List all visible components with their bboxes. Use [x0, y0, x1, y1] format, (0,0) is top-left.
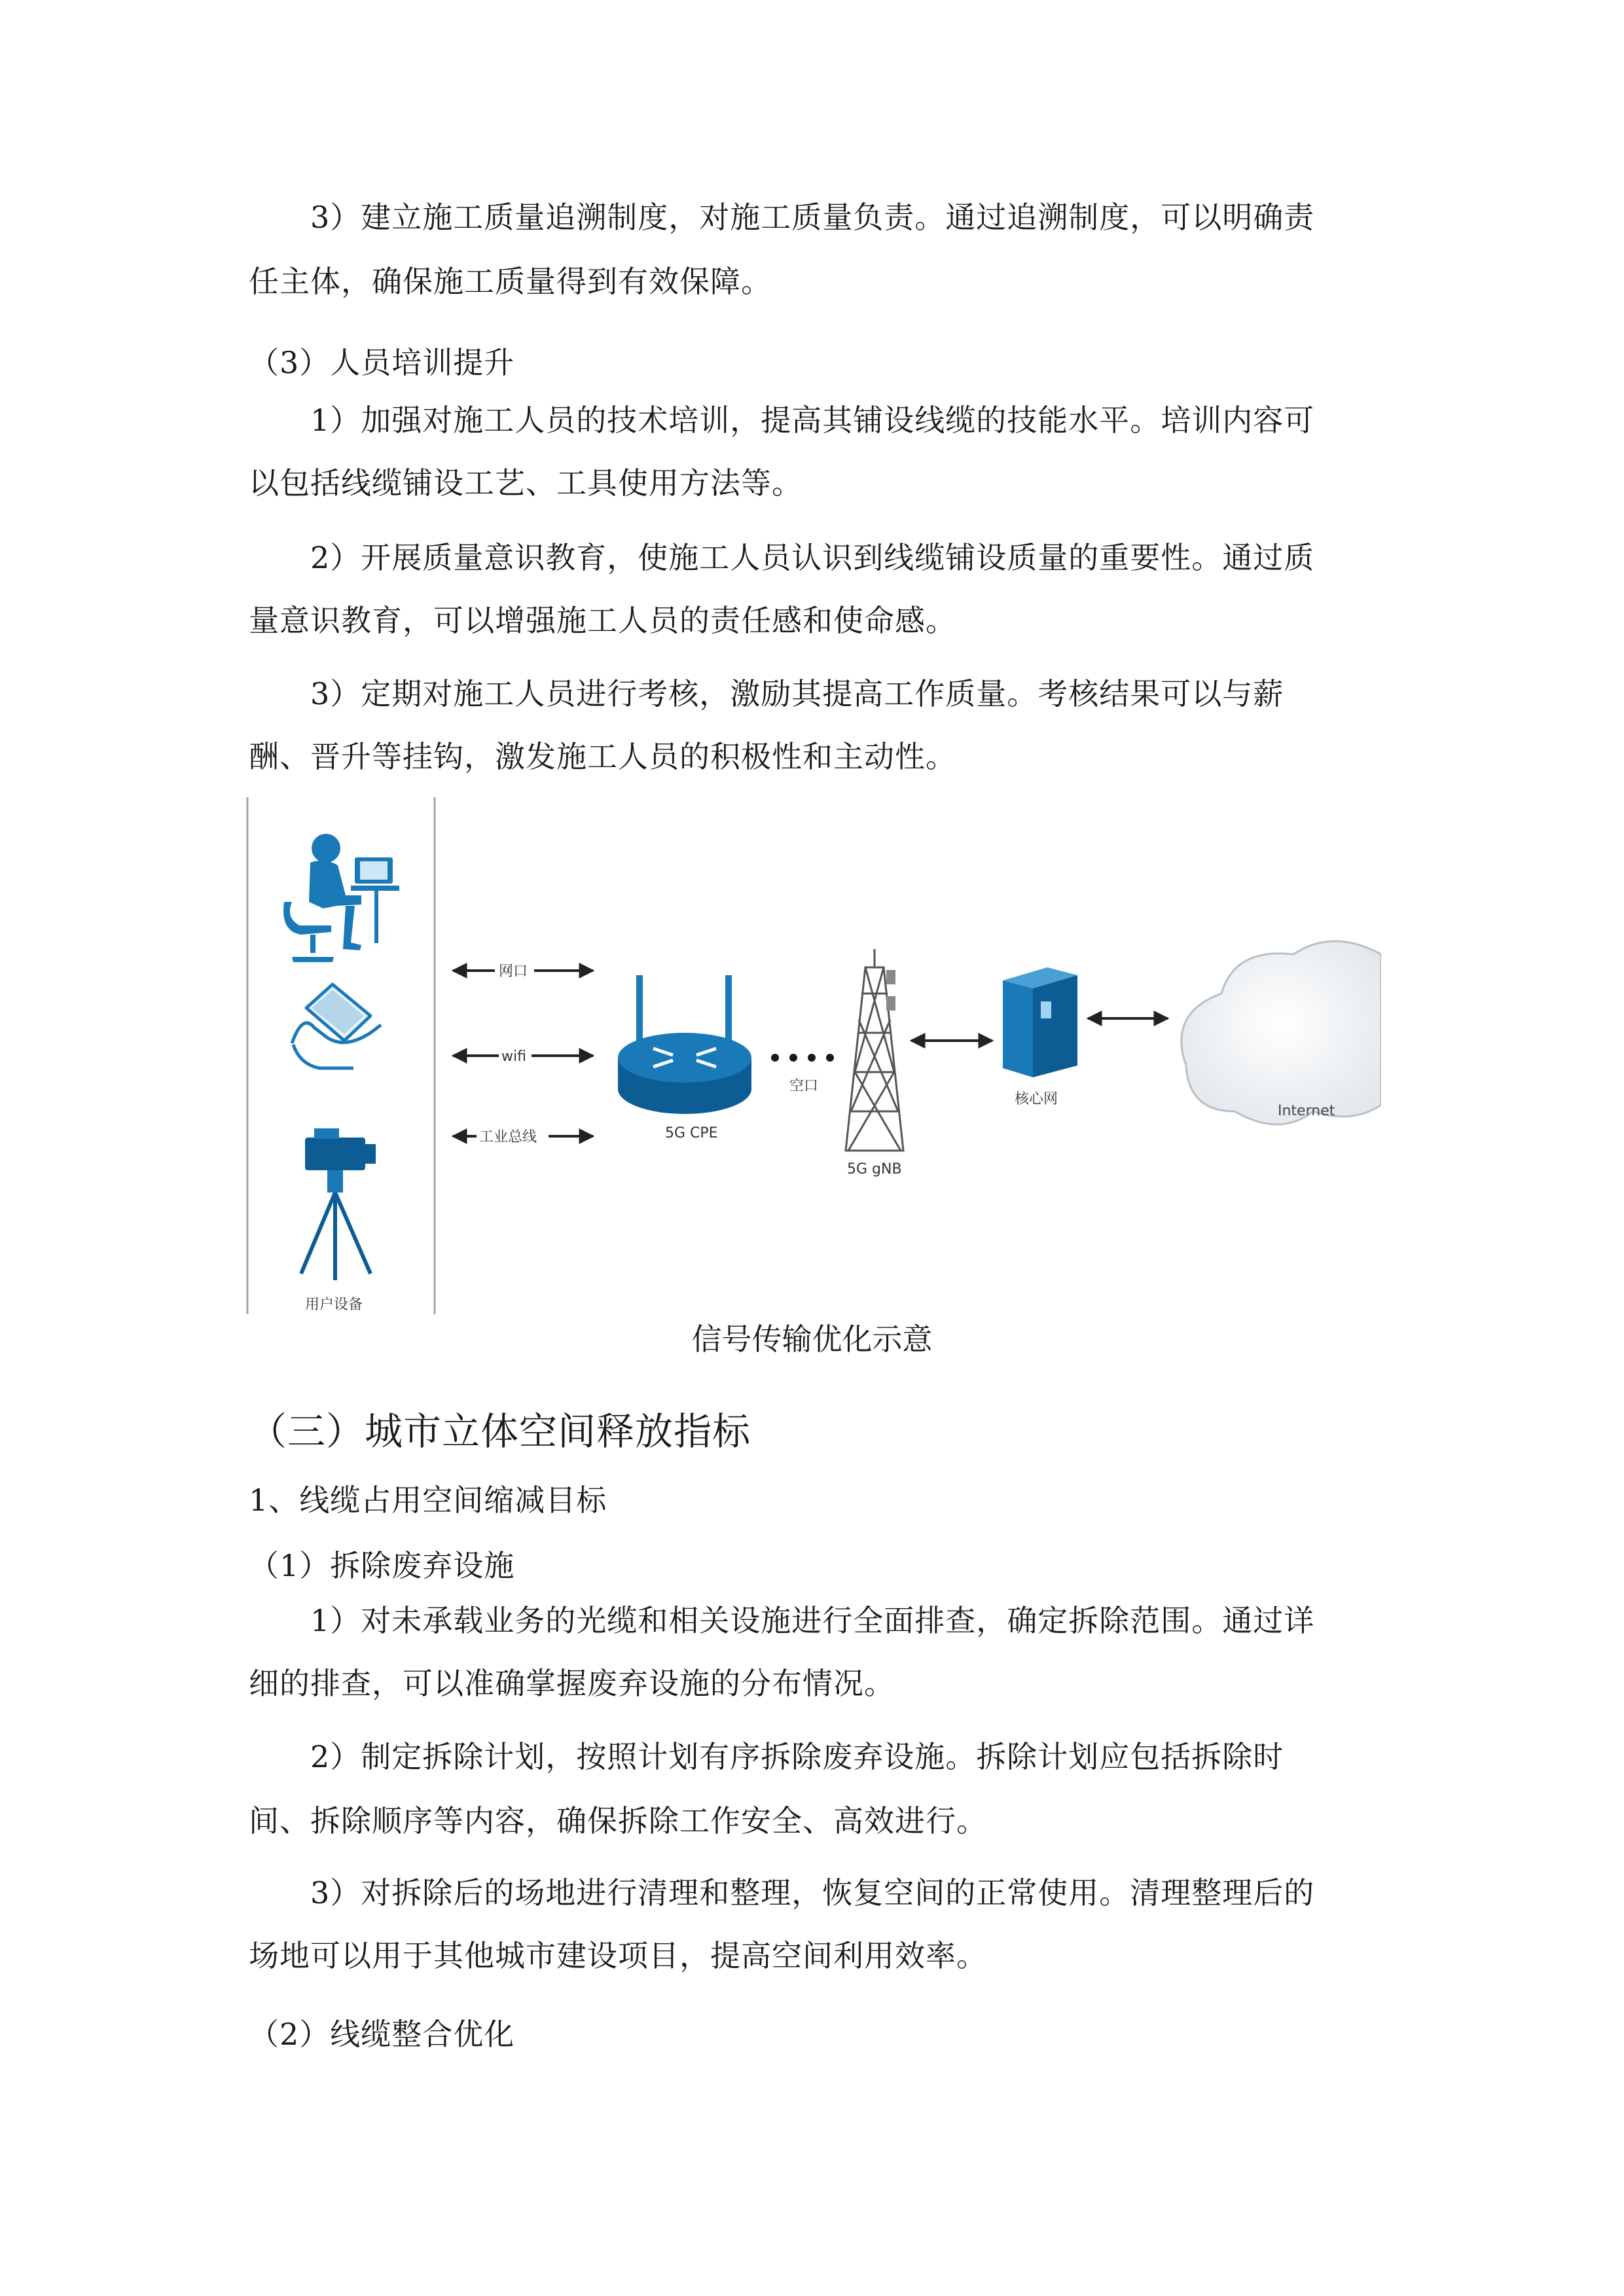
user-devices-label: 用户设备 [305, 1297, 363, 1313]
hand-tablet-icon [292, 984, 381, 1068]
internet-label: Internet [1278, 1103, 1335, 1119]
industrial-bus-arrow [453, 1127, 593, 1145]
cpe-router-icon [618, 975, 751, 1141]
paragraph-line: 酬、晋升等挂钩，激发施工人员的积极性和主动性。 [249, 739, 956, 774]
air-interface-label: 空口 [789, 1078, 819, 1094]
air-interface-dots [771, 1054, 834, 1062]
core-network-label: 核心网 [1015, 1091, 1058, 1107]
person-at-computer-icon [283, 834, 399, 962]
paragraph-line: 3）建立施工质量追溯制度，对施工质量负责。通过追溯制度，可以明确责 [310, 200, 1315, 235]
item-heading: 1、线缆占用空间缩减目标 [249, 1482, 607, 1518]
user-device-panel [247, 797, 435, 1314]
paragraph-line: 以包括线缆铺设工艺、工具使用方法等。 [249, 465, 803, 501]
paragraph-line: 2）制定拆除计划，按照计划有序拆除废弃设施。拆除计划应包括拆除时 [310, 1739, 1284, 1774]
net-port-label: 网口 [499, 963, 528, 980]
signal-transmission-diagram [246, 797, 1381, 1314]
core-network-icon [1003, 967, 1077, 1077]
industrial-bus-label: 工业总线 [479, 1129, 537, 1145]
section-heading: （三）城市立体空间释放指标 [249, 1409, 751, 1454]
gnb-label: 5G gNB [847, 1161, 902, 1177]
paragraph-line: 任主体，确保施工质量得到有效保障。 [249, 264, 772, 299]
paragraph-line: 1）对未承载业务的光缆和相关设施进行全面排查，确定拆除范围。通过详 [310, 1603, 1315, 1638]
paragraph-line: 场地可以用于其他城市建设项目，提高空间利用效率。 [249, 1938, 987, 1973]
paragraph-line: 量意识教育，可以增强施工人员的责任感和使命感。 [249, 603, 956, 638]
wifi-label: wifi [501, 1049, 526, 1065]
paragraph-line: 2）开展质量意识教育，使施工人员认识到线缆铺设质量的重要性。通过质 [310, 540, 1315, 575]
subheading: （2）线缆整合优化 [249, 2017, 515, 2052]
paragraph-line: 细的排查，可以准确掌握废弃设施的分布情况。 [249, 1666, 895, 1701]
subheading: （1）拆除废弃设施 [249, 1548, 515, 1583]
gnb-tower-icon [846, 949, 903, 1151]
paragraph-line: 1）加强对施工人员的技术培训，提高其铺设线缆的技能水平。培训内容可 [310, 403, 1315, 438]
net-port-arrow [453, 962, 593, 980]
paragraph-line: 间、拆除顺序等内容，确保拆除工作安全、高效进行。 [249, 1803, 987, 1839]
camera-tripod-icon [301, 1128, 376, 1280]
internet-cloud-icon [1182, 941, 1381, 1124]
figure-caption: 信号传输优化示意 [691, 1321, 933, 1357]
wifi-arrow [453, 1047, 593, 1065]
paragraph-line: 3）定期对施工人员进行考核，激励其提高工作质量。考核结果可以与薪 [310, 676, 1284, 711]
paragraph-line: 3）对拆除后的场地进行清理和整理，恢复空间的正常使用。清理整理后的 [310, 1875, 1315, 1910]
subheading: （3）人员培训提升 [249, 345, 515, 380]
cpe-label: 5G CPE [665, 1125, 718, 1141]
